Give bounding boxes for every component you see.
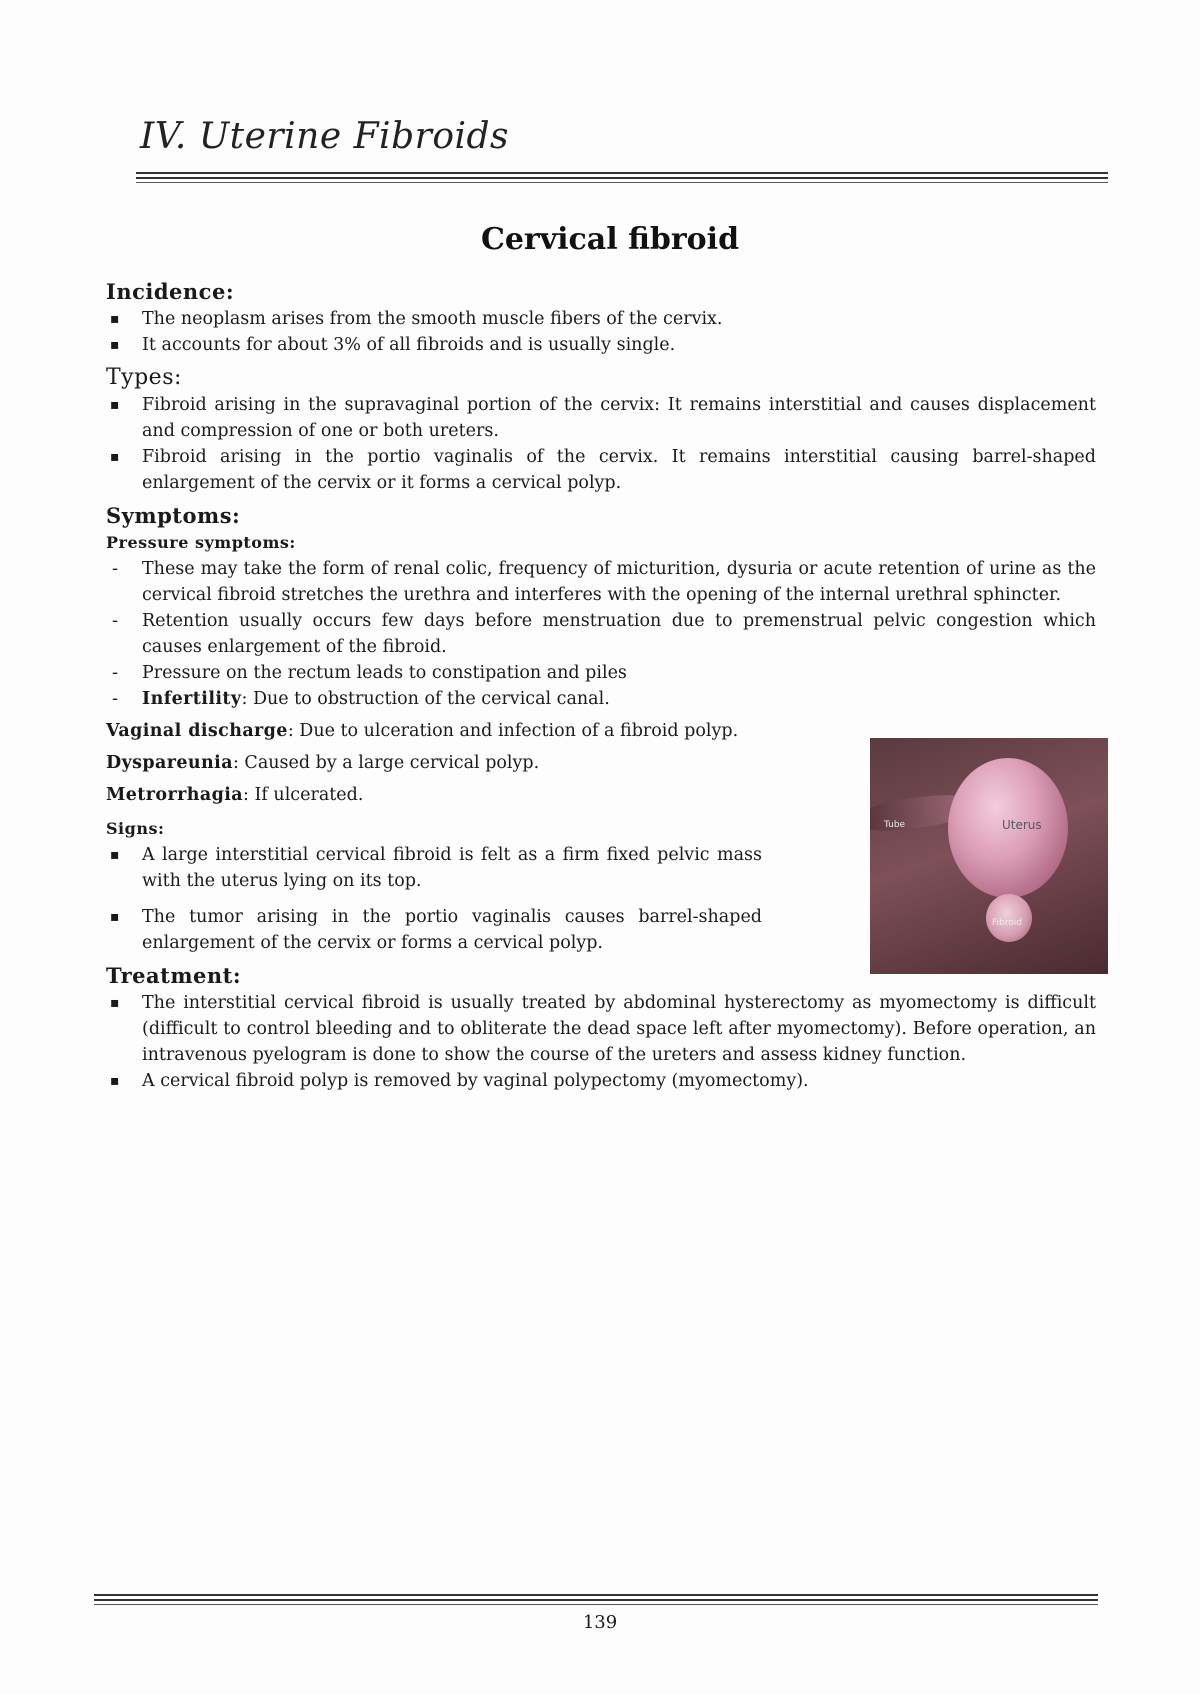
list-item: - Pressure on the rectum leads to constipation and piles	[106, 660, 822, 686]
infertility-label: Infertility	[142, 689, 242, 709]
list-item: ▪ The neoplasm arises from the smooth muscle fibers of the cervix.	[106, 306, 1096, 332]
incidence-list	[106, 306, 1096, 358]
types-heading: Types:	[106, 365, 182, 390]
tube-label: Tube	[884, 820, 906, 830]
list-item: ▪ Fibroid arising in the supravaginal portion of the cervix: It remains interstitial and causes displacement and compression of one or both ureters.	[106, 392, 1096, 444]
treatment-heading: Treatment:	[106, 963, 242, 988]
symptoms-heading: Symptoms:	[106, 503, 241, 528]
signs-heading: Signs:	[106, 819, 165, 838]
dyspareunia-line	[106, 750, 786, 776]
header-rule	[136, 172, 1108, 183]
list-item: ▪ It accounts for about 3% of all fibroids and is usually single.	[106, 332, 1096, 358]
pressure-symptoms-list	[106, 556, 1096, 712]
list-item: - These may take the form of renal colic, frequency of micturition, dysuria or acute retention of urine as the cervical fibroid stretches the urethra and interferes with the opening of the internal urethral sphincter.	[106, 556, 1096, 608]
list-item: ▪ Fibroid arising in the portio vaginalis of the cervix. It remains interstitial causing barrel-shaped enlargement of the cervix or it forms a cervical polyp.	[106, 444, 1096, 496]
types-list	[106, 392, 1096, 496]
list-item: ▪ The tumor arising in the portio vaginalis causes barrel-shaped enlargement of the cervix or forms a cervical polyp.	[106, 904, 762, 956]
list-item: ▪ A cervical fibroid polyp is removed by vaginal polypectomy (myomectomy).	[106, 1068, 1096, 1094]
section-title: Cervical fibroid	[480, 222, 740, 257]
metrorrhagia-line	[106, 782, 786, 808]
chapter-title: IV. Uterine Fibroids	[140, 116, 510, 157]
list-item	[106, 686, 822, 712]
cervical-fibroid-photo	[870, 738, 1108, 974]
treatment-list	[106, 990, 1096, 1094]
dyspareunia-text: : Caused by a large cervical polyp.	[232, 753, 540, 773]
main-content	[106, 278, 1096, 1100]
vaginal-discharge-label: Vaginal discharge	[106, 721, 288, 741]
fibroid-label: Fibroid	[992, 918, 1022, 928]
pressure-symptoms-heading: Pressure symptoms:	[106, 533, 296, 552]
page-number: 139	[582, 1612, 618, 1633]
uterus-label: Uterus	[1002, 818, 1042, 832]
vaginal-discharge-line	[106, 718, 786, 744]
incidence-heading: Incidence:	[106, 279, 235, 304]
list-item: - Retention usually occurs few days before menstruation due to premenstrual pelvic congestion which causes enlargement of the fibroid.	[106, 608, 1096, 660]
list-item: ▪ A large interstitial cervical fibroid is felt as a firm fixed pelvic mass with the uterus lying on its top.	[106, 842, 762, 894]
dyspareunia-label: Dyspareunia	[106, 753, 233, 773]
footer-rule	[94, 1594, 1098, 1605]
metrorrhagia-text: : If ulcerated.	[243, 785, 364, 805]
vaginal-discharge-text: : Due to ulceration and infection of a fibroid polyp.	[287, 721, 739, 741]
list-item: ▪ The interstitial cervical fibroid is usually treated by abdominal hysterectomy as myomectomy is difficult (difficult to control bleeding and to obliterate the dead space left after myomectomy). Before operation, an intravenous pyelogram is done to show the course of the ureters and assess kidney function.	[106, 990, 1096, 1068]
metrorrhagia-label: Metrorrhagia	[106, 785, 244, 805]
infertility-text: : Due to obstruction of the cervical canal.	[241, 689, 610, 709]
